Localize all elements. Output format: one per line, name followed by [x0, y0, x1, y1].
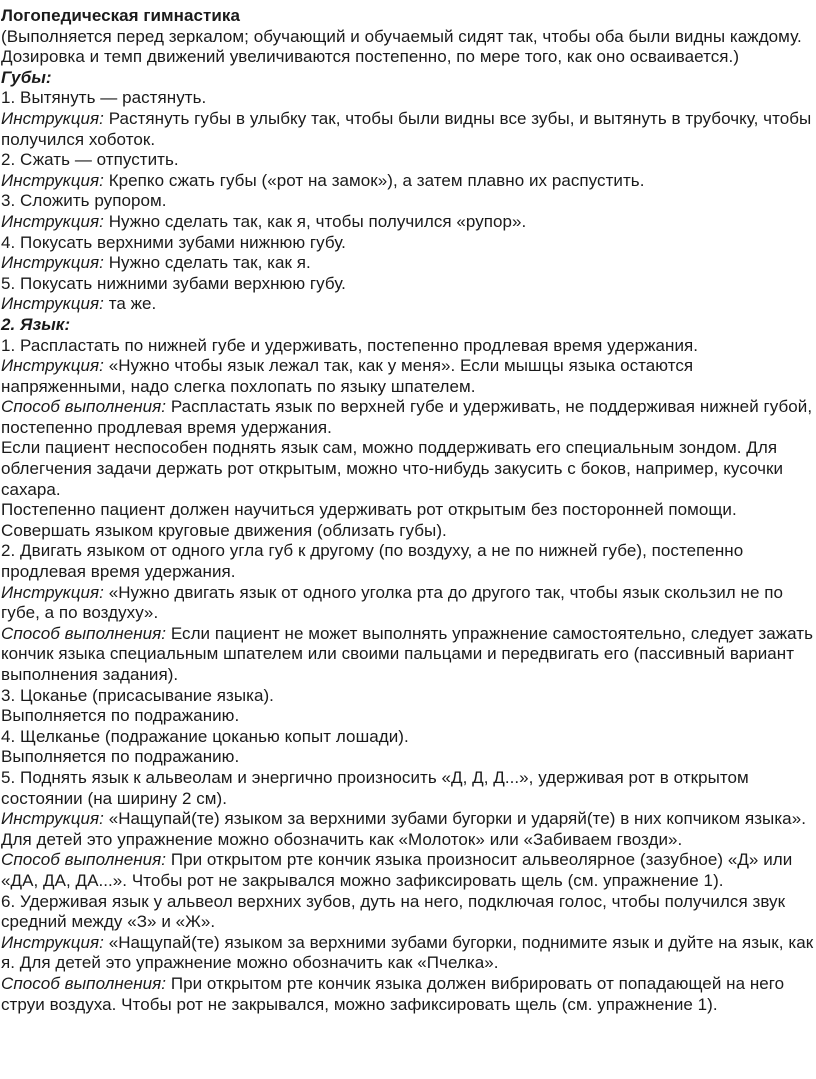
- method-label: Способ выполнения:: [1, 973, 167, 993]
- tongue-exercise-1-note: Если пациент неспособен поднять язык сам, можно поддерживать его специальным зондом. Для облегчения задачи держать рот открытым, можно что-нибудь закусить с боков, например, кусочки сахара.: [1, 438, 784, 499]
- instruction-label: Инструкция:: [1, 170, 104, 190]
- section-heading-tongue: 2. Язык:: [1, 314, 71, 334]
- lips-exercise-3: 3. Сложить рупором.: [1, 191, 167, 211]
- method-text: При открытом рте кончик языка должен вибрировать от попадающей на него струи воздуха. Чтобы рот не закрывался, можно зафиксировать щель (см. упражнение 1).: [1, 973, 785, 1014]
- instruction-label: Инструкция:: [1, 809, 104, 829]
- tongue-exercise-1: 1. Распластать по нижней губе и удерживать, постепенно продлевая время удержания.: [1, 335, 699, 355]
- tongue-exercise-2-instruction: [1, 583, 814, 624]
- tongue-exercise-6-instruction: [1, 933, 814, 974]
- instruction-label: Инструкция:: [1, 932, 104, 952]
- intro-paragraph: (Выполняется перед зеркалом; обучающий и обучаемый сидят так, чтобы оба были видны каждому. Дозировка и темп движений увеличиваются постепенно, по мере того, как оно осваивается.): [1, 26, 802, 67]
- page-title: Логопедическая гимнастика: [1, 6, 240, 25]
- instruction-text: Растянуть губы в улыбку так, чтобы были видны все зубы, и вытянуть в трубочку, чтобы получился хоботок.: [1, 108, 812, 149]
- section-heading-lips: Губы:: [1, 67, 52, 87]
- tongue-exercise-5-instruction: [1, 809, 814, 850]
- tongue-exercise-2: 2. Двигать языком от одного угла губ к другому (по воздуху, а не по нижней губе), постепенно продлевая время удержания.: [1, 541, 744, 582]
- method-text: Если пациент не может выполнять упражнение самостоятельно, следует зажать кончик языка специальным шпателем или своими пальцами и передвигать его (пассивный вариант выполнения задания).: [1, 623, 813, 684]
- instruction-text: Нужно сделать так, как я.: [103, 253, 311, 273]
- instruction-text: та же.: [103, 294, 157, 314]
- tongue-exercise-1-instruction: [1, 356, 814, 397]
- tongue-exercise-5-method: [1, 850, 814, 891]
- instruction-label: Инструкция:: [1, 582, 104, 602]
- instruction-text: «Нащупай(те) языком за верхними зубами бугорки, поднимите язык и дуйте на язык, как я. Для детей это упражнение можно обозначить как «Пчелка».: [1, 932, 814, 973]
- lips-exercise-1-instruction: [1, 109, 814, 150]
- instruction-text: «Нащупай(те) языком за верхними зубами бугорки и ударяй(те) в них копчиком языка». Для детей это упражнение можно обозначить как «Молоток» или «Забиваем гвозди».: [1, 809, 806, 849]
- tongue-exercise-5: 5. Поднять язык к альвеолам и энергично произносить «Д, Д, Д...», удерживая рот в открытом состоянии (на ширину 2 см).: [1, 767, 749, 808]
- tongue-exercise-4: 4. Щелканье (подражание цоканью копыт лошади).: [1, 726, 409, 746]
- method-label: Способ выполнения:: [1, 623, 167, 643]
- lips-exercise-4: 4. Покусать верхними зубами нижнюю губу.: [1, 232, 346, 252]
- lips-exercise-2: 2. Сжать — отпустить.: [1, 150, 179, 170]
- instruction-label: Инструкция:: [1, 211, 104, 231]
- method-label: Способ выполнения:: [1, 850, 167, 870]
- instruction-text: «Нужно двигать язык от одного уголка рта до другого так, чтобы язык скользил не по губе, а по воздуху».: [1, 582, 783, 623]
- tongue-exercise-2-method: [1, 624, 814, 686]
- lips-exercise-5-instruction: [1, 294, 814, 315]
- instruction-label: Инструкция:: [1, 294, 104, 314]
- tongue-exercise-3: 3. Цоканье (присасывание языка).: [1, 685, 274, 705]
- instruction-label: Инструкция:: [1, 356, 104, 376]
- lips-exercise-5: 5. Покусать нижними зубами верхнюю губу.: [1, 273, 346, 293]
- instruction-text: «Нужно чтобы язык лежал так, как у меня». Если мышцы языка остаются напряженными, надо слегка похлопать по языку шпателем.: [1, 356, 694, 396]
- method-label: Способ выполнения:: [1, 397, 167, 417]
- method-text: При открытом рте кончик языка произносит альвеолярное (зазубное) «Д» или «ДА, ДА, ДА...». Чтобы рот не закрывался можно зафиксировать щель (см. упражнение 1).: [1, 850, 793, 890]
- instruction-text: Нужно сделать так, как я, чтобы получился «рупор».: [103, 211, 527, 231]
- tongue-exercise-1-note: Совершать языком круговые движения (облизать губы).: [1, 520, 447, 540]
- lips-exercise-4-instruction: [1, 253, 814, 274]
- instruction-label: Инструкция:: [1, 253, 104, 273]
- tongue-exercise-3-note: Выполняется по подражанию.: [1, 706, 240, 726]
- lips-exercise-1: 1. Вытянуть — растянуть.: [1, 88, 207, 108]
- tongue-exercise-1-note: Постепенно пациент должен научиться удерживать рот открытым без посторонней помощи.: [1, 500, 737, 520]
- tongue-exercise-4-note: Выполняется по подражанию.: [1, 747, 240, 767]
- instruction-text: Крепко сжать губы («рот на замок»), а затем плавно их распустить.: [103, 170, 645, 190]
- lips-exercise-3-instruction: [1, 212, 814, 233]
- instruction-label: Инструкция:: [1, 108, 104, 128]
- tongue-exercise-6-method: [1, 974, 814, 1015]
- method-text: Распластать язык по верхней губе и удерживать, не поддерживая нижней губой, постепенно продлевая время удержания.: [1, 397, 813, 437]
- tongue-exercise-6: 6. Удерживая язык у альвеол верхних зубов, дуть на него, подключая голос, чтобы получился звук средний между «З» и «Ж».: [1, 891, 786, 932]
- lips-exercise-2-instruction: [1, 171, 814, 192]
- tongue-exercise-1-method: [1, 397, 814, 438]
